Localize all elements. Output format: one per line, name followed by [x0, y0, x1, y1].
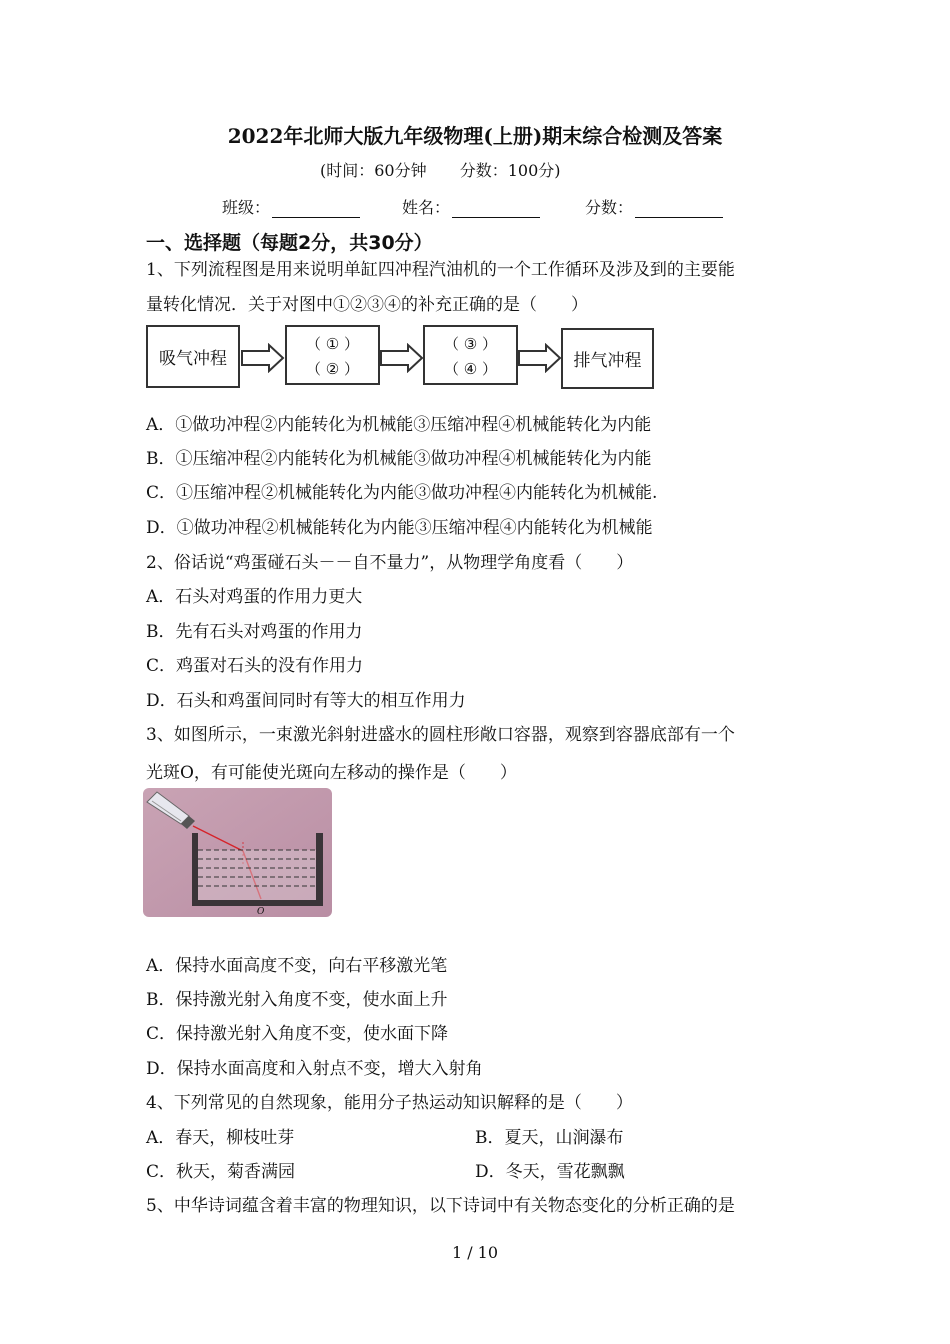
q4-option-b[interactable]: B．夏天，山涧瀑布	[475, 1128, 624, 1148]
score-blank[interactable]	[635, 201, 723, 218]
flow-end-box: 排气冲程	[561, 328, 654, 389]
q2-stem: 2、俗话说“鸡蛋碰石头－－自不量力”，从物理学角度看（ ）	[146, 553, 634, 573]
q3-option-a[interactable]: A．保持水面高度不变，向右平移激光笔	[146, 956, 448, 976]
flow-slot-2: （ ② ）	[306, 360, 359, 378]
q5-stem: 5、中华诗词蕴含着丰富的物理知识，以下诗词中有关物态变化的分析正确的是	[146, 1196, 735, 1216]
q4-option-c[interactable]: C．秋天，菊香满园	[146, 1162, 296, 1182]
flow-slot-3: （ ③ ）	[444, 335, 497, 353]
score-field	[585, 195, 723, 218]
score-label: 分数：	[585, 198, 634, 217]
flow-start-box: 吸气冲程	[146, 325, 240, 388]
exam-meta	[320, 158, 589, 181]
name-label: 姓名：	[402, 198, 451, 217]
q3-stem-line2: 光斑O，有可能使光斑向左移动的操作是（ ）	[146, 763, 517, 783]
exam-time: (时间：60分钟	[320, 161, 427, 180]
q3-option-c[interactable]: C．保持激光射入角度不变，使水面下降	[146, 1024, 449, 1044]
page-title: 2022年北师大版九年级物理(上册)期末综合检测及答案	[227, 124, 723, 148]
q3-option-d[interactable]: D．保持水面高度和入射点不变，增大入射角	[146, 1059, 483, 1079]
name-field	[402, 195, 540, 218]
flow-arrow-icon	[241, 343, 285, 373]
q1-stem-line2: 量转化情况．关于对图中①②③④的补充正确的是（ ）	[146, 295, 588, 315]
q2-option-c[interactable]: C．鸡蛋对石头的没有作用力	[146, 656, 364, 676]
exam-total-score: 分数：100分)	[459, 161, 561, 180]
flow-slot-1: （ ① ）	[306, 335, 359, 353]
flow-slot-4: （ ④ ）	[444, 360, 497, 378]
q1-stem-line1: 1、下列流程图是用来说明单缸四冲程汽油机的一个工作循环及涉及到的主要能	[146, 260, 735, 280]
name-blank[interactable]	[452, 201, 540, 218]
section-heading: 一、选择题（每题2分，共30分）	[146, 232, 433, 254]
class-label: 班级：	[222, 198, 271, 217]
flow-arrow-icon	[518, 343, 562, 373]
q4-stem: 4、下列常见的自然现象，能用分子热运动知识解释的是（ ）	[146, 1093, 633, 1113]
q1-option-c[interactable]: C．①压缩冲程②机械能转化为内能③做功冲程④内能转化为机械能.	[146, 483, 658, 503]
q1-option-d[interactable]: D．①做功冲程②机械能转化为内能③压缩冲程④内能转化为机械能	[146, 518, 653, 538]
page-number: 1 / 10	[451, 1243, 499, 1262]
q1-option-a[interactable]: A．①做功冲程②内能转化为机械能③压缩冲程④机械能转化为内能	[146, 415, 652, 435]
flow-arrow-icon	[380, 343, 424, 373]
flow-box-3-4	[423, 325, 518, 385]
class-field	[222, 195, 360, 218]
laser-container-figure	[143, 788, 332, 917]
q2-option-d[interactable]: D．石头和鸡蛋间同时有等大的相互作用力	[146, 691, 466, 711]
q3-option-b[interactable]: B．保持激光射入角度不变，使水面上升	[146, 990, 448, 1010]
q2-option-b[interactable]: B．先有石头对鸡蛋的作用力	[146, 622, 363, 642]
flow-box-1-2	[285, 325, 380, 385]
q2-option-a[interactable]: A．石头对鸡蛋的作用力更大	[146, 587, 363, 607]
class-blank[interactable]	[272, 201, 360, 218]
q4-option-a[interactable]: A．春天，柳枝吐芽	[146, 1128, 295, 1148]
q1-option-b[interactable]: B．①压缩冲程②内能转化为机械能③做功冲程④机械能转化为内能	[146, 449, 652, 469]
q4-option-d[interactable]: D．冬天，雪花飘飘	[475, 1162, 625, 1182]
spot-o-label: O	[257, 907, 265, 917]
q3-stem-line1: 3、如图所示，一束激光斜射进盛水的圆柱形敞口容器，观察到容器底部有一个	[146, 725, 735, 745]
